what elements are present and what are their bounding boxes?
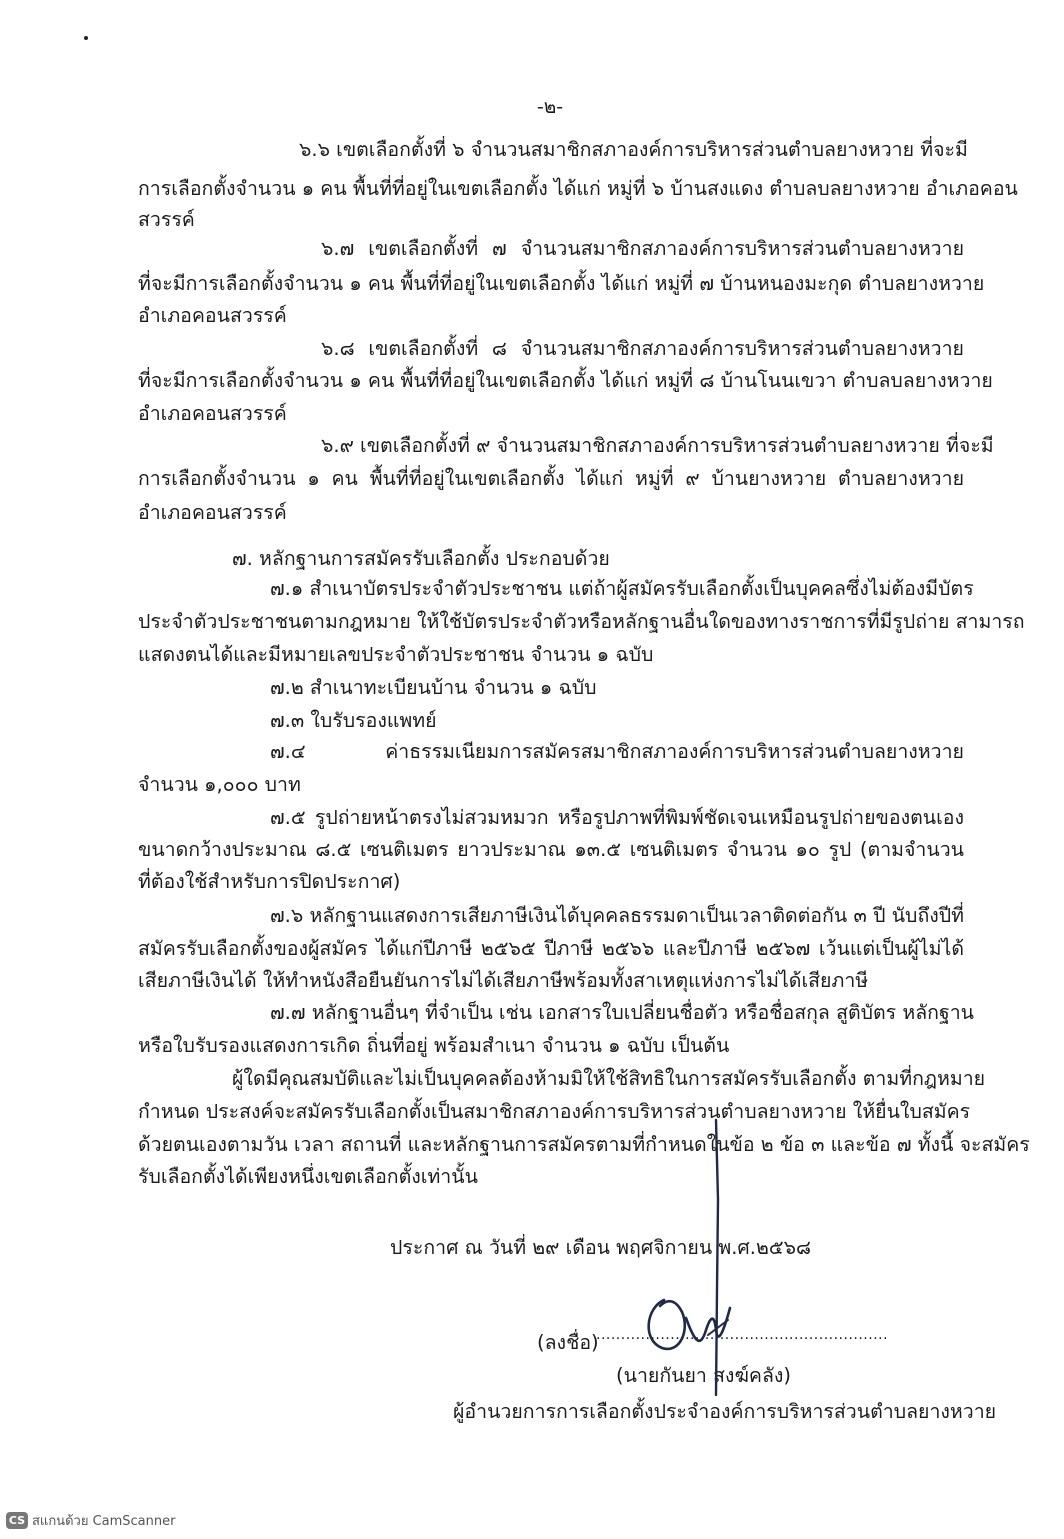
paragraph-line: ๖.๘ เขตเลือกตั้งที่ ๘ จำนวนสมาชิกสภาองค์การบริหารส่วนตำบลยางหวาย [321,337,964,360]
paragraph-line: รับเลือกตั้งได้เพียงหนึ่งเขตเลือกตั้งเท่านั้น [138,1165,478,1188]
paragraph-line: ด้วยตนเองตามวัน เวลา สถานที่ และหลักฐานการสมัครตามที่กำหนดในข้อ ๒ ข้อ ๓ และข้อ ๗ ทั้งนี้ จะสมัคร [138,1133,1030,1156]
paragraph-line: กำหนด ประสงค์จะสมัครรับเลือกตั้งเป็นสมาชิกสภาองค์การบริหารส่วนตำบลยางหวาย ให้ยื่นใบสมัคร [138,1100,971,1123]
scan-speck [84,36,88,40]
paragraph-line: ๗.๗ หลักฐานอื่นๆ ที่จำเป็น เช่น เอกสารใบเปลี่ยนชื่อตัว หรือชื่อสกุล สูติบัตร หลักฐาน [270,1001,974,1024]
paragraph-line: ๖.๗ เขตเลือกตั้งที่ ๗ จำนวนสมาชิกสภาองค์การบริหารส่วนตำบลยางหวาย [321,237,964,260]
paragraph-line: ประจำตัวประชาชนตามกฎหมาย ให้ใช้บัตรประจำตัวหรือหลักฐานอื่นใดของทางราชการที่มีรูปถ่าย สามารถ [138,610,1025,633]
paragraph-line: จำนวน ๑,๐๐๐ บาท [138,773,301,796]
paragraph-line: ๗.๓ ใบรับรองแพทย์ [270,709,437,732]
paragraph-line: ผู้ใดมีคุณสมบัติและไม่เป็นบุคคลต้องห้ามมิให้ใช้สิทธิในการสมัครรับเลือกตั้ง ตามที่กฎหมาย [232,1067,986,1090]
paragraph-line: ๗.๕ รูปถ่ายหน้าตรงไม่สวมหมวก หรือรูปภาพที่พิมพ์ชัดเจนเหมือนรูปถ่ายของตนเอง [270,806,964,829]
paragraph-line: ๗.๔ ค่าธรรมเนียมการสมัครสมาชิกสภาองค์การบริหารส่วนตำบลยางหวาย [270,740,964,763]
paragraph-line: ขนาดกว้างประมาณ ๘.๕ เซนติเมตร ยาวประมาณ ๑๓.๕ เซนติเมตร จำนวน ๑๐ รูป (ตามจำนวน [138,838,964,861]
signer-position: ผู้อำนวยการการเลือกตั้งประจำองค์การบริหารส่วนตำบลยางหวาย [453,1400,997,1423]
paragraph-line: ที่จะมีการเลือกตั้งจำนวน ๑ คน พื้นที่ที่อยู่ในเขตเลือกตั้ง ได้แก่ หมู่ที่ ๗ บ้านหนองมะกุด ตำบลยางหวาย [138,272,985,295]
paragraph-line: ที่จะมีการเลือกตั้งจำนวน ๑ คน พื้นที่ที่อยู่ในเขตเลือกตั้ง ได้แก่ หมู่ที่ ๘ บ้านโนนเขวา ตำบลบลยางหวาย [138,369,993,392]
announcement-date: ประกาศ ณ วันที่ ๒๙ เดือน พฤศจิกายน พ.ศ.๒๕๖๘ [390,1236,812,1259]
paragraph-line: หรือใบรับรองแสดงการเกิด ถิ่นที่อยู่ พร้อมสำเนา จำนวน ๑ ฉบับ เป็นต้น [138,1034,730,1057]
camscanner-watermark [6,1510,175,1531]
paragraph-line: ๖.๖ เขตเลือกตั้งที่ ๖ จำนวนสมาชิกสภาองค์การบริหารส่วนตำบลยางหวาย ที่จะมี [299,138,968,161]
paragraph-line: อำเภอคอนสวรรค์ [138,501,287,524]
paragraph-line: ๗.๑ สำเนาบัตรประจำตัวประชาชน แต่ถ้าผู้สมัครรับเลือกตั้งเป็นบุคคลซึ่งไม่ต้องมีบัตร [270,577,974,600]
paragraph-line: อำเภอคอนสวรรค์ [138,304,287,327]
paragraph-line: สวรรค์ [138,208,195,231]
signature-dotted-line: ........................................................... [596,1327,889,1343]
sign-label: (ลงชื่อ) [537,1331,599,1354]
page-number: -๒- [536,96,564,118]
paragraph-line: ๗.๒ สำเนาทะเบียนบ้าน จำนวน ๑ ฉบับ [270,676,597,699]
paragraph-line: ๖.๙ เขตเลือกตั้งที่ ๙ จำนวนสมาชิกสภาองค์การบริหารส่วนตำบลยางหวาย ที่จะมี [321,434,994,457]
paragraph-line: แสดงตนได้และมีหมายเลขประจำตัวประชาชน จำนวน ๑ ฉบับ [138,643,654,666]
paragraph-line: สมัครรับเลือกตั้งของผู้สมัคร ได้แก่ปีภาษี ๒๕๖๕ ปีภาษี ๒๕๖๖ และปีภาษี ๒๕๖๗ เว้นแต่เป็นผู้ไม่ได้ [138,937,964,960]
paragraph-line: ๗.๖ หลักฐานแสดงการเสียภาษีเงินได้บุคคลธรรมดาเป็นเวลาติดต่อกัน ๓ ปี นับถึงปีที่ [270,904,964,927]
paragraph-line: การเลือกตั้งจำนวน ๑ คน พื้นที่ที่อยู่ในเขตเลือกตั้ง ได้แก่ หมู่ที่ ๙ บ้านยางหวาย ตำบลยางหวาย [138,467,964,490]
paragraph-line: ที่ต้องใช้สำหรับการปิดประกาศ) [138,870,401,893]
watermark-text: สแกนด้วย CamScanner [32,1514,176,1529]
section-heading: ๗. หลักฐานการสมัครรับเลือกตั้ง ประกอบด้วย [232,547,610,570]
camscanner-logo: CS [6,1512,28,1529]
paragraph-line: อำเภอคอนสวรรค์ [138,402,287,425]
signer-name: (นายกันยา สงฆ์คลัง) [616,1364,792,1387]
paragraph-line: เสียภาษีเงินได้ ให้ทำหนังสือยืนยันการไม่ได้เสียภาษีพร้อมทั้งสาเหตุแห่งการไม่ได้เสียภาษี [138,969,869,992]
paragraph-line: การเลือกตั้งจำนวน ๑ คน พื้นที่ที่อยู่ในเขตเลือกตั้ง ได้แก่ หมู่ที่ ๖ บ้านสงแดง ตำบลบลยางหวาย อำเภอคอน [138,177,1018,200]
